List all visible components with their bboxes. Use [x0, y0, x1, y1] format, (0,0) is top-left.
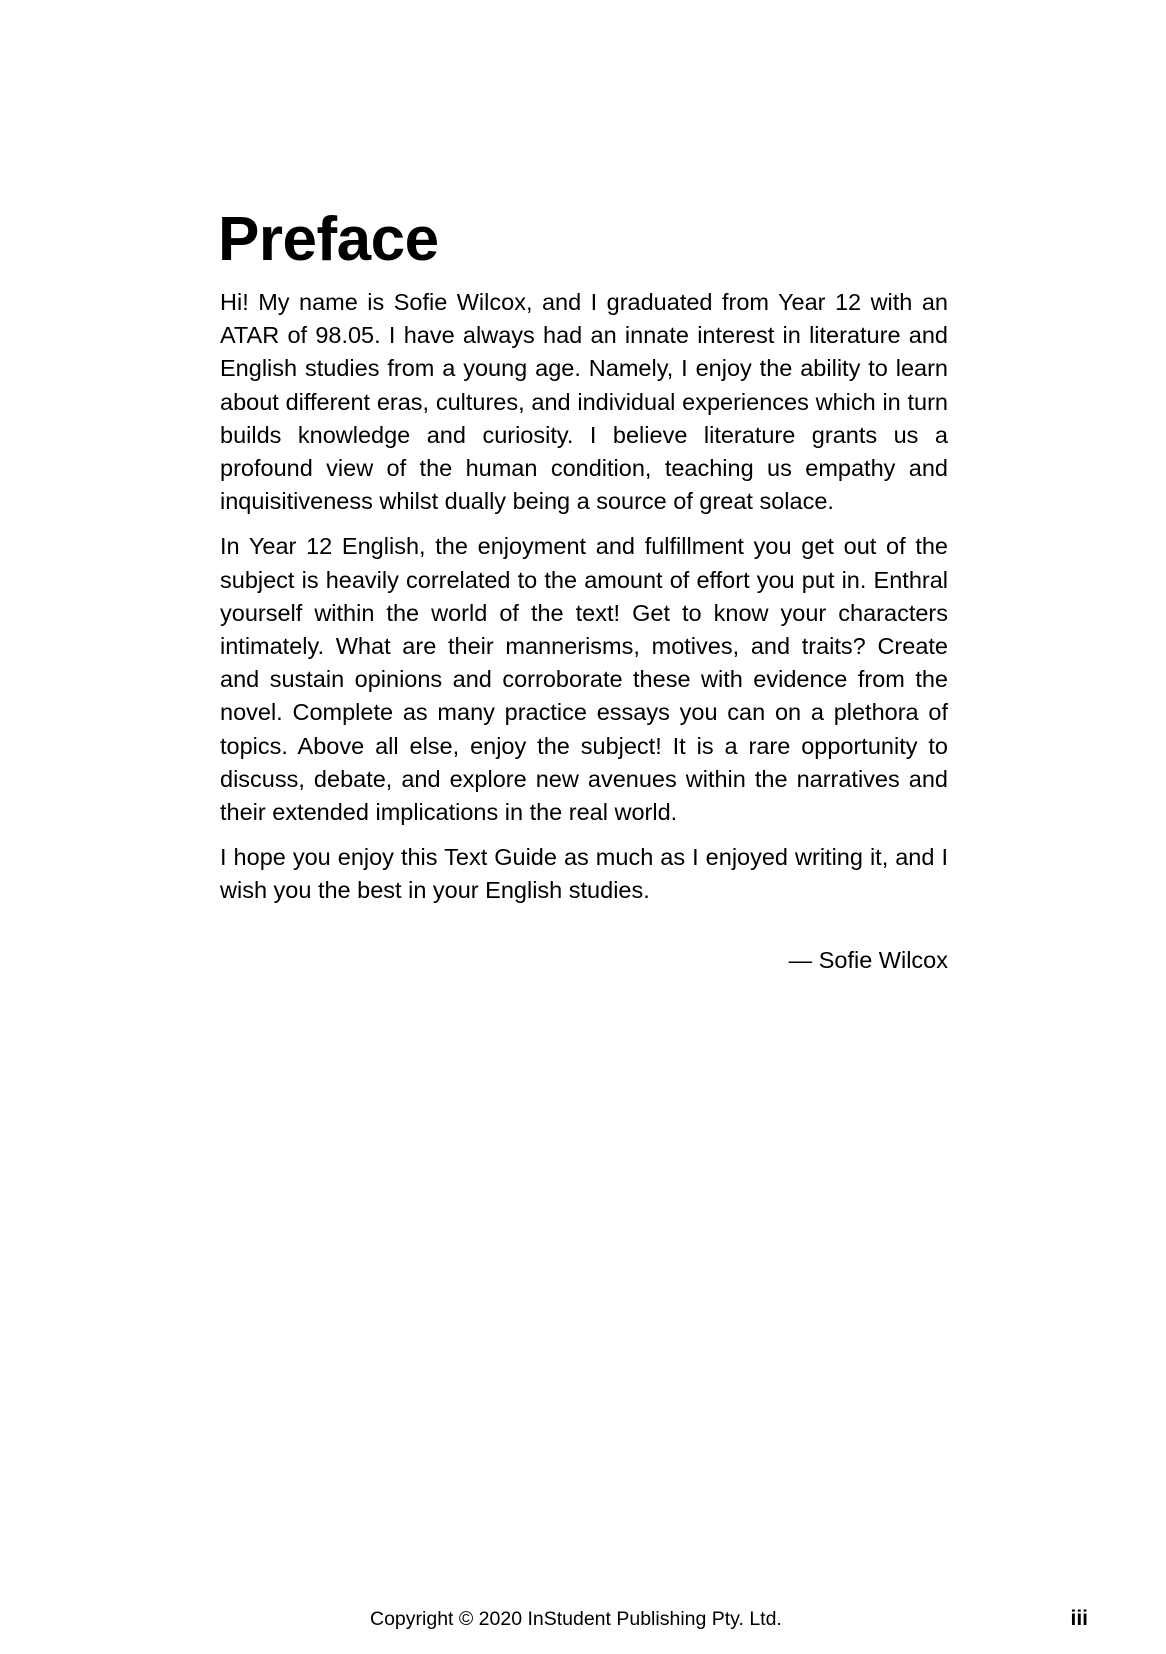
paragraph-closing: I hope you enjoy this Text Guide as much as I enjoyed writing it, and I wish you the best in your English studies.	[220, 844, 948, 904]
page-number: iii	[1070, 1607, 1088, 1630]
preface-section	[218, 205, 948, 977]
page-title: Preface	[218, 205, 439, 274]
paragraph-advice: In Year 12 English, the enjoyment and fulfillment you get out of the subject is heavily correlated to the amount of effort you put in. Enthral yourself within the world of the text! Get to know your characters intimately. What are their mannerisms, motives, and traits? Create and sustain opinions and corroborate these with evidence from the novel. Complete as many practice essays you can on a plethora of topics. Above all else, enjoy the subject! It is a rare opportunity to discuss, debate, and explore new avenues within the narratives and their extended implications in the real world.	[220, 533, 948, 826]
author-signature: — Sofie Wilcox	[788, 946, 948, 973]
paragraph-introduction: Hi! My name is Sofie Wilcox, and I graduated from Year 12 with an ATAR of 98.05. I have always had an innate interest in literature and English studies from a young age. Namely, I enjoy the ability to learn about different eras, cultures, and individual experiences which in turn builds knowledge and curiosity. I believe literature grants us a profound view of the human condition, teaching us empathy and inquisitiveness whilst dually being a source of great solace.	[220, 289, 948, 515]
copyright-notice: Copyright © 2020 InStudent Publishing Pty. Ltd.	[370, 1608, 782, 1630]
page-footer	[0, 1604, 1166, 1634]
